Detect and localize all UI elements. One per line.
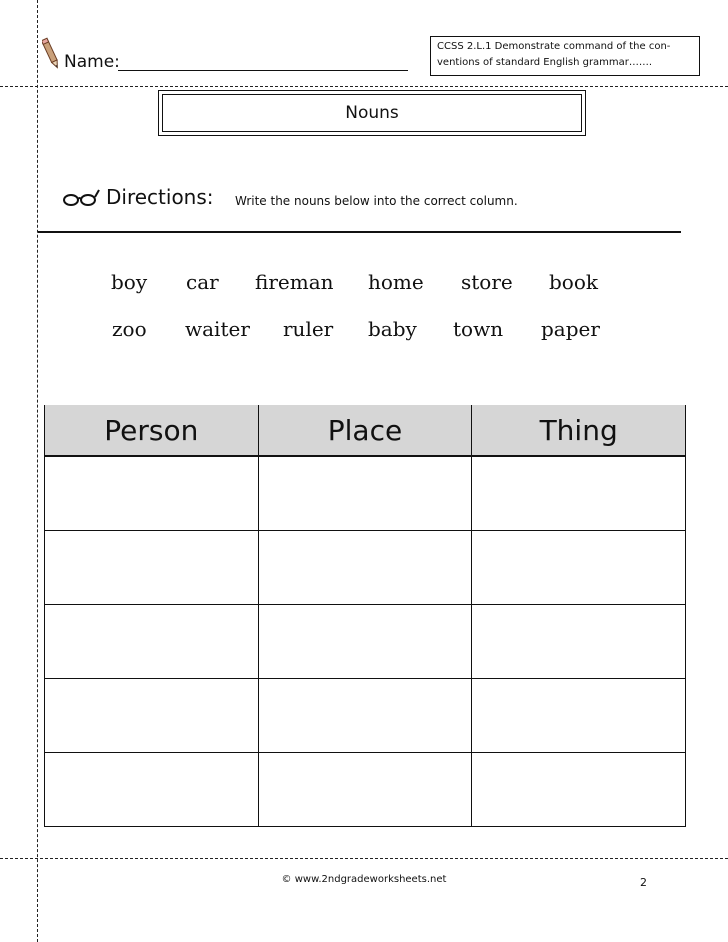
section-divider [38,231,681,233]
name-field-line[interactable] [118,70,408,71]
standard-box [430,36,700,76]
table-row [45,605,686,679]
word-bank-item: ruler [283,317,334,341]
column-header-person: Person [45,405,259,456]
word-bank-item: paper [541,317,600,341]
answer-cell-thing[interactable] [472,605,686,679]
word-bank-item: home [368,270,424,294]
answer-cell-thing[interactable] [472,531,686,605]
vertical-cut-line [37,0,38,942]
directions-label: Directions: [106,185,214,209]
answer-cell-place[interactable] [258,605,472,679]
answer-cell-person[interactable] [45,679,259,753]
answer-cell-person[interactable] [45,456,259,531]
page-number: 2 [640,876,647,889]
answer-cell-place[interactable] [258,753,472,827]
name-label: Name: [64,52,120,72]
word-bank-item: zoo [112,317,147,341]
table-row [45,456,686,531]
glasses-icon [62,187,100,207]
word-bank-item: town [453,317,504,341]
table-row [45,753,686,827]
answer-cell-thing[interactable] [472,456,686,531]
table-row [45,531,686,605]
sorting-table [44,405,686,827]
column-header-place: Place [258,405,472,456]
answer-cell-place[interactable] [258,531,472,605]
word-bank-item: book [549,270,599,294]
answer-cell-person[interactable] [45,531,259,605]
word-bank-item: car [186,270,219,294]
table-row [45,679,686,753]
answer-cell-person[interactable] [45,753,259,827]
answer-cell-thing[interactable] [472,679,686,753]
answer-cell-thing[interactable] [472,753,686,827]
top-cut-line [0,86,728,87]
standard-text-line2: ventions of standard English grammar……. [437,57,653,68]
table-header-row [45,405,686,456]
word-bank-item: store [461,270,513,294]
answer-cell-place[interactable] [258,456,472,531]
word-bank-item: fireman [255,270,334,294]
word-bank-item: baby [368,317,417,341]
footer-copyright: © www.2ndgradeworksheets.net [281,874,447,885]
word-bank-item: boy [111,270,148,294]
answer-cell-place[interactable] [258,679,472,753]
pencil-icon [42,36,60,72]
column-header-thing: Thing [472,405,686,456]
bottom-cut-line [0,858,728,859]
word-bank-item: waiter [185,317,250,341]
page-title: Nouns [162,94,582,132]
standard-text-line1: CCSS 2.L.1 Demonstrate command of the con- [437,41,671,52]
answer-cell-person[interactable] [45,605,259,679]
title-box [158,90,586,136]
directions-text: Write the nouns below into the correct column. [235,194,518,208]
